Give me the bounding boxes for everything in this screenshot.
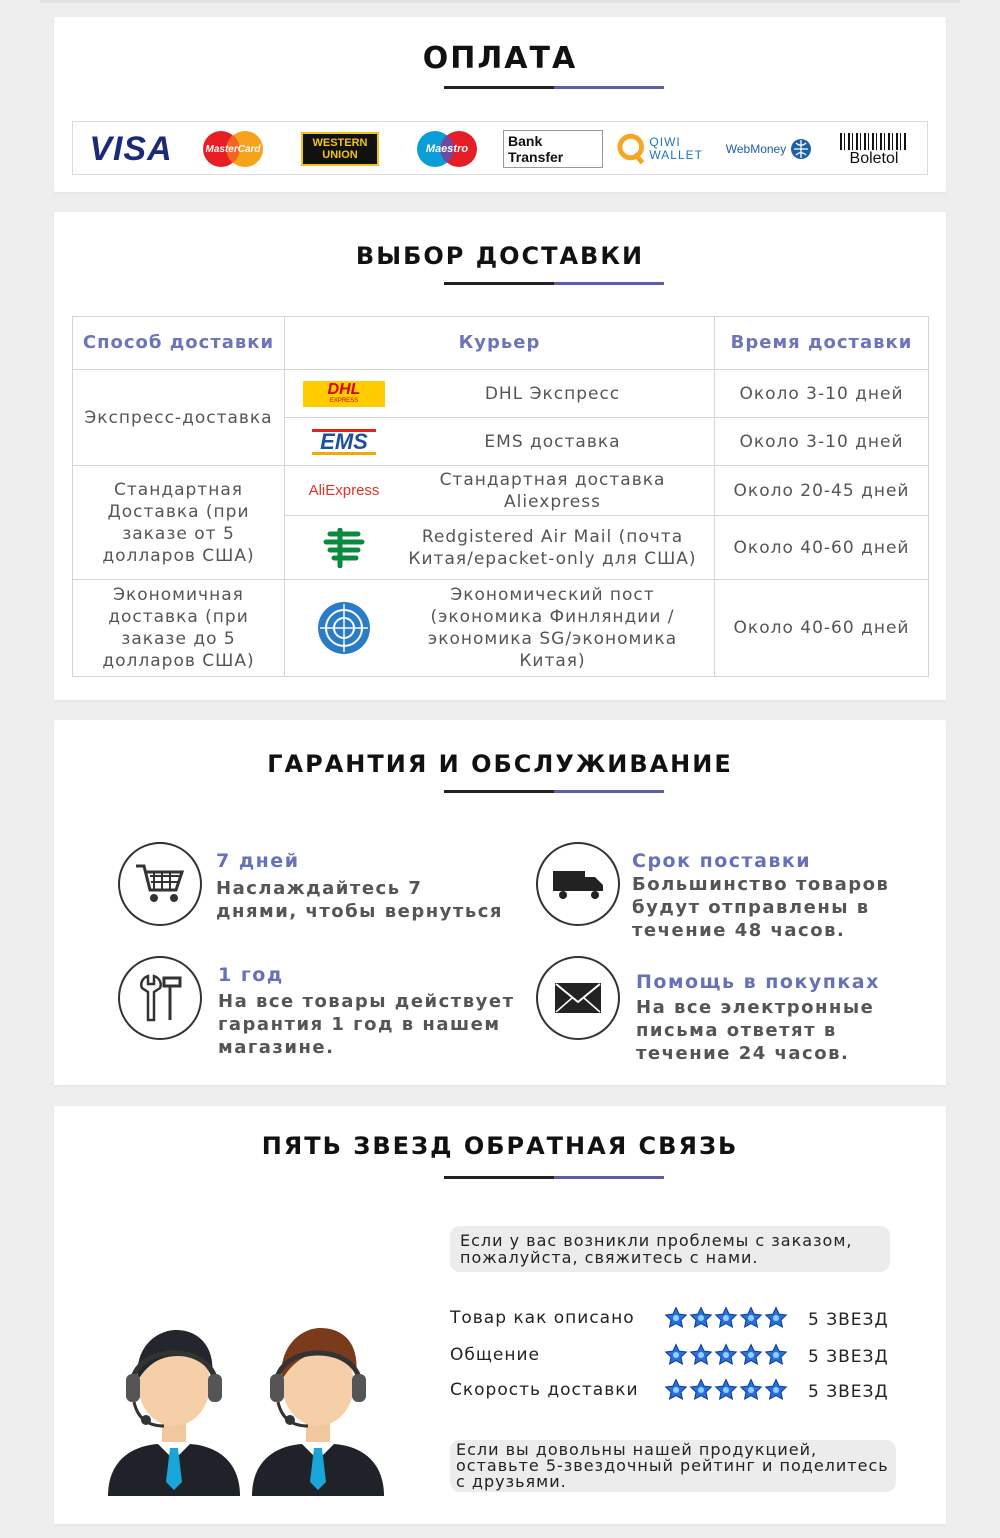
maestro-logo: Maestro bbox=[415, 130, 479, 168]
title-underline bbox=[444, 282, 664, 285]
courier-name: EMS доставка bbox=[484, 431, 621, 452]
star-icon bbox=[664, 1343, 688, 1371]
time-cell: Около 40-60 дней bbox=[715, 516, 929, 580]
courier-name: Экономический пост (экономика Финляндии /экономика SG/экономика Китая) bbox=[427, 585, 678, 671]
guarantee-item-text: На все товары действует гарантия 1 год в нашем магазине. bbox=[218, 991, 515, 1058]
support-agents-illustration bbox=[104, 1324, 444, 1496]
rating-label: Общение bbox=[450, 1345, 540, 1365]
delivery-table bbox=[72, 316, 929, 677]
shopping-cart-icon bbox=[118, 842, 202, 926]
star-icon bbox=[739, 1378, 763, 1406]
china-post-logo bbox=[299, 528, 389, 568]
rating-value: 5 ЗВЕЗД bbox=[808, 1347, 889, 1367]
star-icon bbox=[764, 1378, 788, 1406]
courier-cell bbox=[285, 418, 715, 466]
rating-label: Товар как описано bbox=[450, 1308, 635, 1328]
table-row bbox=[73, 370, 929, 418]
guarantee-item-title: 1 год bbox=[218, 964, 284, 986]
courier-name: Redgistered Air Mail (почта Китая/epacket-only для США) bbox=[408, 526, 697, 569]
star-icon bbox=[714, 1343, 738, 1371]
star-rating bbox=[664, 1306, 788, 1334]
agent-right-avatar bbox=[252, 1328, 384, 1496]
star-icon bbox=[689, 1378, 713, 1406]
title-underline bbox=[444, 86, 664, 89]
title-underline bbox=[444, 1176, 664, 1179]
time-cell: Около 3-10 дней bbox=[715, 418, 929, 466]
top-divider bbox=[40, 0, 960, 3]
title-underline bbox=[444, 790, 664, 793]
table-header-row bbox=[73, 317, 929, 370]
rating-row bbox=[450, 1378, 910, 1406]
feedback-section bbox=[54, 1106, 946, 1524]
rating-value: 5 ЗВЕЗД bbox=[808, 1310, 889, 1330]
boleto-logo: Boletol bbox=[839, 130, 909, 168]
delivery-section bbox=[54, 212, 946, 700]
review-request-bubble: Если вы довольны нашей продукцией, оставьте 5-звездочный рейтинг и поделитесь с друзьями. bbox=[450, 1440, 896, 1492]
bank-transfer-logo: Bank Transfer bbox=[503, 130, 603, 168]
table-row bbox=[73, 466, 929, 516]
rating-row bbox=[450, 1306, 910, 1334]
payment-section bbox=[54, 17, 946, 192]
method-cell: Стандартная Доставка (при заказе от 5 долларов США) bbox=[73, 466, 285, 580]
courier-cell bbox=[285, 370, 715, 418]
guarantee-item-title: Срок поставки bbox=[632, 850, 812, 872]
star-icon bbox=[714, 1306, 738, 1334]
ems-logo: EMS bbox=[299, 422, 389, 462]
contact-bubble: Если у вас возникли проблемы с заказом, пожалуйста, свяжитесь с нами. bbox=[450, 1226, 890, 1272]
star-icon bbox=[664, 1306, 688, 1334]
payment-logos-strip bbox=[72, 121, 928, 175]
dhl-logo: DHL EXPRESS bbox=[299, 374, 389, 414]
agent-left-avatar bbox=[108, 1330, 240, 1496]
visa-logo: VISA bbox=[89, 129, 173, 168]
rating-value: 5 ЗВЕЗД bbox=[808, 1382, 889, 1402]
delivery-truck-icon bbox=[536, 842, 620, 926]
guarantee-item-title: 7 дней bbox=[216, 850, 300, 872]
un-globe-logo bbox=[299, 608, 389, 648]
star-icon bbox=[689, 1343, 713, 1371]
feedback-title: ПЯТЬ ЗВЕЗД ОБРАТНАЯ СВЯЗЬ bbox=[261, 1132, 739, 1160]
courier-cell bbox=[285, 516, 715, 580]
courier-name: DHL Экспресс bbox=[484, 383, 621, 404]
method-cell: Экономичная доставка (при заказе до 5 долларов США) bbox=[73, 580, 285, 677]
header-method: Способ доставки bbox=[73, 317, 285, 370]
star-icon bbox=[764, 1306, 788, 1334]
guarantee-item-title: Помощь в покупках bbox=[636, 971, 880, 993]
method-cell: Экспресс-доставка bbox=[73, 370, 285, 466]
envelope-icon bbox=[536, 956, 620, 1040]
rating-label: Скорость доставки bbox=[450, 1380, 639, 1400]
star-icon bbox=[714, 1378, 738, 1406]
table-row bbox=[73, 580, 929, 677]
courier-cell bbox=[285, 580, 715, 677]
time-cell: Около 40-60 дней bbox=[715, 580, 929, 677]
payment-title: ОПЛАТА bbox=[422, 41, 578, 76]
star-icon bbox=[764, 1343, 788, 1371]
aliexpress-logo: AliExpress bbox=[308, 481, 380, 499]
webmoney-logo: WebMoney bbox=[721, 130, 817, 168]
star-icon bbox=[739, 1343, 763, 1371]
header-time: Время доставки bbox=[715, 317, 929, 370]
guarantee-title: ГАРАНТИЯ И ОБСЛУЖИВАНИЕ bbox=[267, 750, 733, 778]
time-cell: Около 3-10 дней bbox=[715, 370, 929, 418]
star-icon bbox=[664, 1378, 688, 1406]
delivery-title: ВЫБОР ДОСТАВКИ bbox=[355, 242, 645, 270]
western-union-logo: WESTERN UNION bbox=[301, 130, 379, 168]
star-rating bbox=[664, 1378, 788, 1406]
star-rating bbox=[664, 1343, 788, 1371]
qiwi-wallet-logo: QIWI WALLET bbox=[617, 130, 703, 168]
star-icon bbox=[689, 1306, 713, 1334]
rating-row bbox=[450, 1343, 910, 1371]
mastercard-logo: MasterCard bbox=[201, 130, 265, 168]
guarantee-item-text: Большинство товаров будут отправлены в течение 48 часов. bbox=[632, 874, 890, 941]
guarantee-section bbox=[54, 720, 946, 1085]
guarantee-item-text: На все электронные письма ответят в течение 24 часов. bbox=[636, 997, 875, 1064]
star-icon bbox=[739, 1306, 763, 1334]
header-courier: Курьер bbox=[285, 317, 715, 370]
courier-cell bbox=[285, 466, 715, 516]
time-cell: Около 20-45 дней bbox=[715, 466, 929, 516]
guarantee-item-text: Наслаждайтесь 7 днями, чтобы вернуться bbox=[216, 878, 503, 922]
tools-icon bbox=[118, 956, 202, 1040]
courier-name: Стандартная доставка Aliexpress bbox=[439, 469, 666, 512]
